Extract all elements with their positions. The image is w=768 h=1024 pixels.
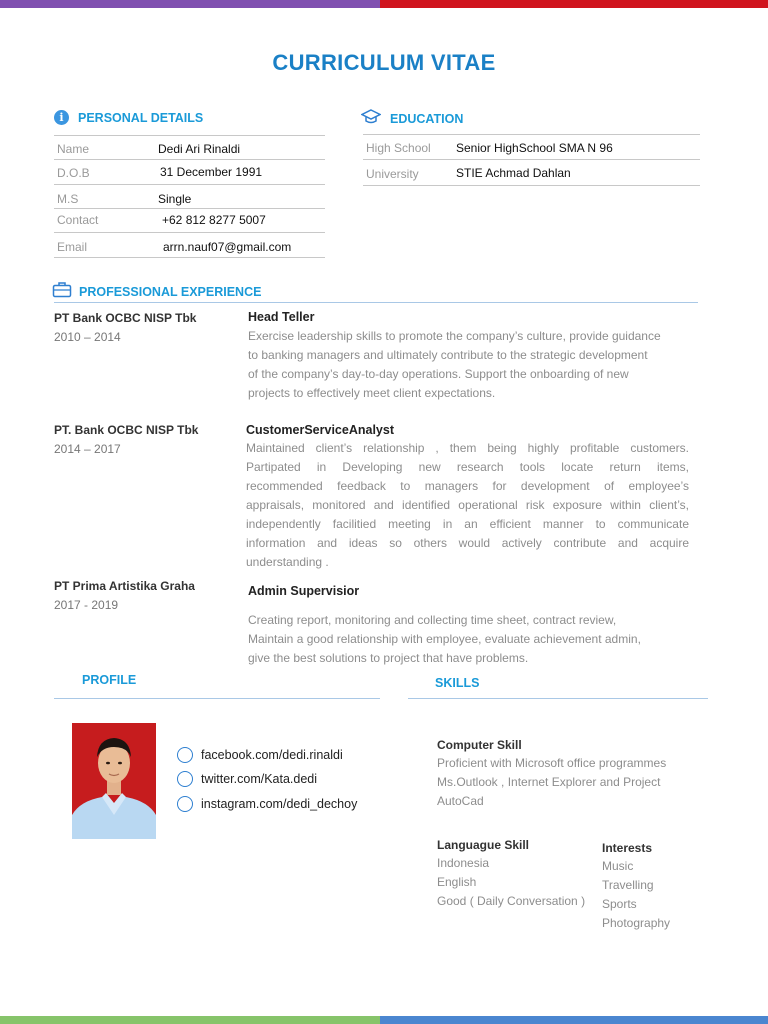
name-value: Dedi Ari Rinaldi [158,142,241,156]
skill-item: Good ( Daily Conversation ) [437,894,586,908]
interest-item: Photography [602,916,671,930]
contact-label: Contact [57,213,99,227]
divider [54,257,325,258]
instagram-icon [177,796,193,812]
email-value: arrn.nauf07@gmail.com [163,240,292,254]
divider [363,159,700,160]
ms-label: M.S [57,192,79,206]
divider [54,698,380,699]
job-description [248,611,693,668]
facebook-link[interactable]: facebook.com/dedi.rinaldi [201,748,343,762]
job-description-line: projects to effectively meet client expectations. [248,386,496,400]
skill-item: English [437,875,477,889]
skill-item: Indonesia [437,856,490,870]
interest-item: Music [602,859,634,873]
facebook-icon [177,747,193,763]
job-description-line: recommended feedback to managers for development of employee’s [246,479,689,493]
contact-value: +62 812 8277 5007 [162,213,266,227]
divider [54,302,698,303]
skill-item: Proficient with Microsoft office programmes [437,756,667,770]
info-icon: i [54,110,69,125]
education-heading: EDUCATION [390,112,464,126]
job-description-line: give the best solutions to project that have problems. [248,651,529,665]
graduation-cap-icon [361,109,381,125]
job-description-line: to banking managers and ultimately contribute to the strategic development [248,348,648,362]
twitter-icon [177,771,193,787]
job-description-line: independently facilitied meeting in an efficient manner to communicate [246,517,689,531]
job-role: Head Teller [248,310,315,324]
divider [54,135,325,136]
job-role: Admin Supervisior [248,584,360,598]
divider [54,184,325,185]
university-label: University [366,167,419,181]
job-company: PT. Bank OCBC NISP Tbk [54,423,199,437]
job-description-line: Creating report, monitoring and collecting time sheet, contract review, [248,613,617,627]
divider [54,208,325,209]
bottom-bar-blue [380,1016,768,1024]
email-label: Email [57,240,88,254]
ms-value: Single [158,192,192,206]
job-description-line: Partipated in Developing new research tools locate return items, [246,460,689,474]
job-description-line: Maintained client’s relationship , them being highly profitable customers. [246,441,689,455]
job-company: PT Prima Artistika Graha [54,579,195,593]
language-skill-heading: Languague Skill [437,838,530,852]
job-description-line: understanding . [246,555,329,569]
page-title: CURRICULUM VITAE [272,50,496,75]
university-value: STIE Achmad Dahlan [456,166,571,180]
top-bar-purple [0,0,380,8]
dob-label: D.O.B [57,166,90,180]
divider [363,134,700,135]
profile-heading: PROFILE [82,673,137,687]
profile-photo [72,723,156,839]
divider [54,232,325,233]
interest-item: Travelling [602,878,654,892]
skill-item: AutoCad [437,794,484,808]
skills-heading: SKILLS [435,676,480,690]
interests-list [602,857,670,933]
job-description-line: information and ideas so others would actively contribute and acquire [246,536,689,550]
job-description-line: Maintain a good relationship with employee, evaluate achievement admin, [248,632,641,646]
language-skill-list [437,854,585,911]
job-years: 2017 - 2019 [54,598,119,612]
job-description-line: appraisals, monitored and identified operational risk exposure within client’s, [246,498,689,512]
job-description-line: Exercise leadership skills to promote the company’s culture, provide guidance [248,329,661,343]
job-description [248,327,693,403]
dob-value: 31 December 1991 [160,165,263,179]
job-company: PT Bank OCBC NISP Tbk [54,311,197,325]
top-bar-red [380,0,768,8]
high-school-label: High School [366,141,431,155]
interest-item: Sports [602,897,637,911]
job-description [246,439,689,572]
skill-item: Ms.Outlook , Internet Explorer and Project [437,775,661,789]
briefcase-icon [52,281,72,298]
divider [363,185,700,186]
personal-details-heading: PERSONAL DETAILS [78,111,204,125]
instagram-link[interactable]: instagram.com/dedi_dechoy [201,797,358,811]
job-role: CustomerServiceAnalyst [246,423,394,437]
high-school-value: Senior HighSchool SMA N 96 [456,141,613,155]
twitter-link[interactable]: twitter.com/Kata.dedi [201,772,318,786]
divider [54,159,325,160]
computer-skill-list [437,754,666,811]
bottom-bar-green [0,1016,380,1024]
job-description-line: of the company’s day-to-day operations. Support the onboarding of new [248,367,629,381]
professional-experience-heading: PROFESSIONAL EXPERIENCE [79,285,262,299]
divider [408,698,708,699]
computer-skill-heading: Computer Skill [437,738,522,752]
name-label: Name [57,142,90,156]
interests-heading: Interests [602,841,653,855]
job-years: 2010 – 2014 [54,330,121,344]
job-years: 2014 – 2017 [54,442,121,456]
